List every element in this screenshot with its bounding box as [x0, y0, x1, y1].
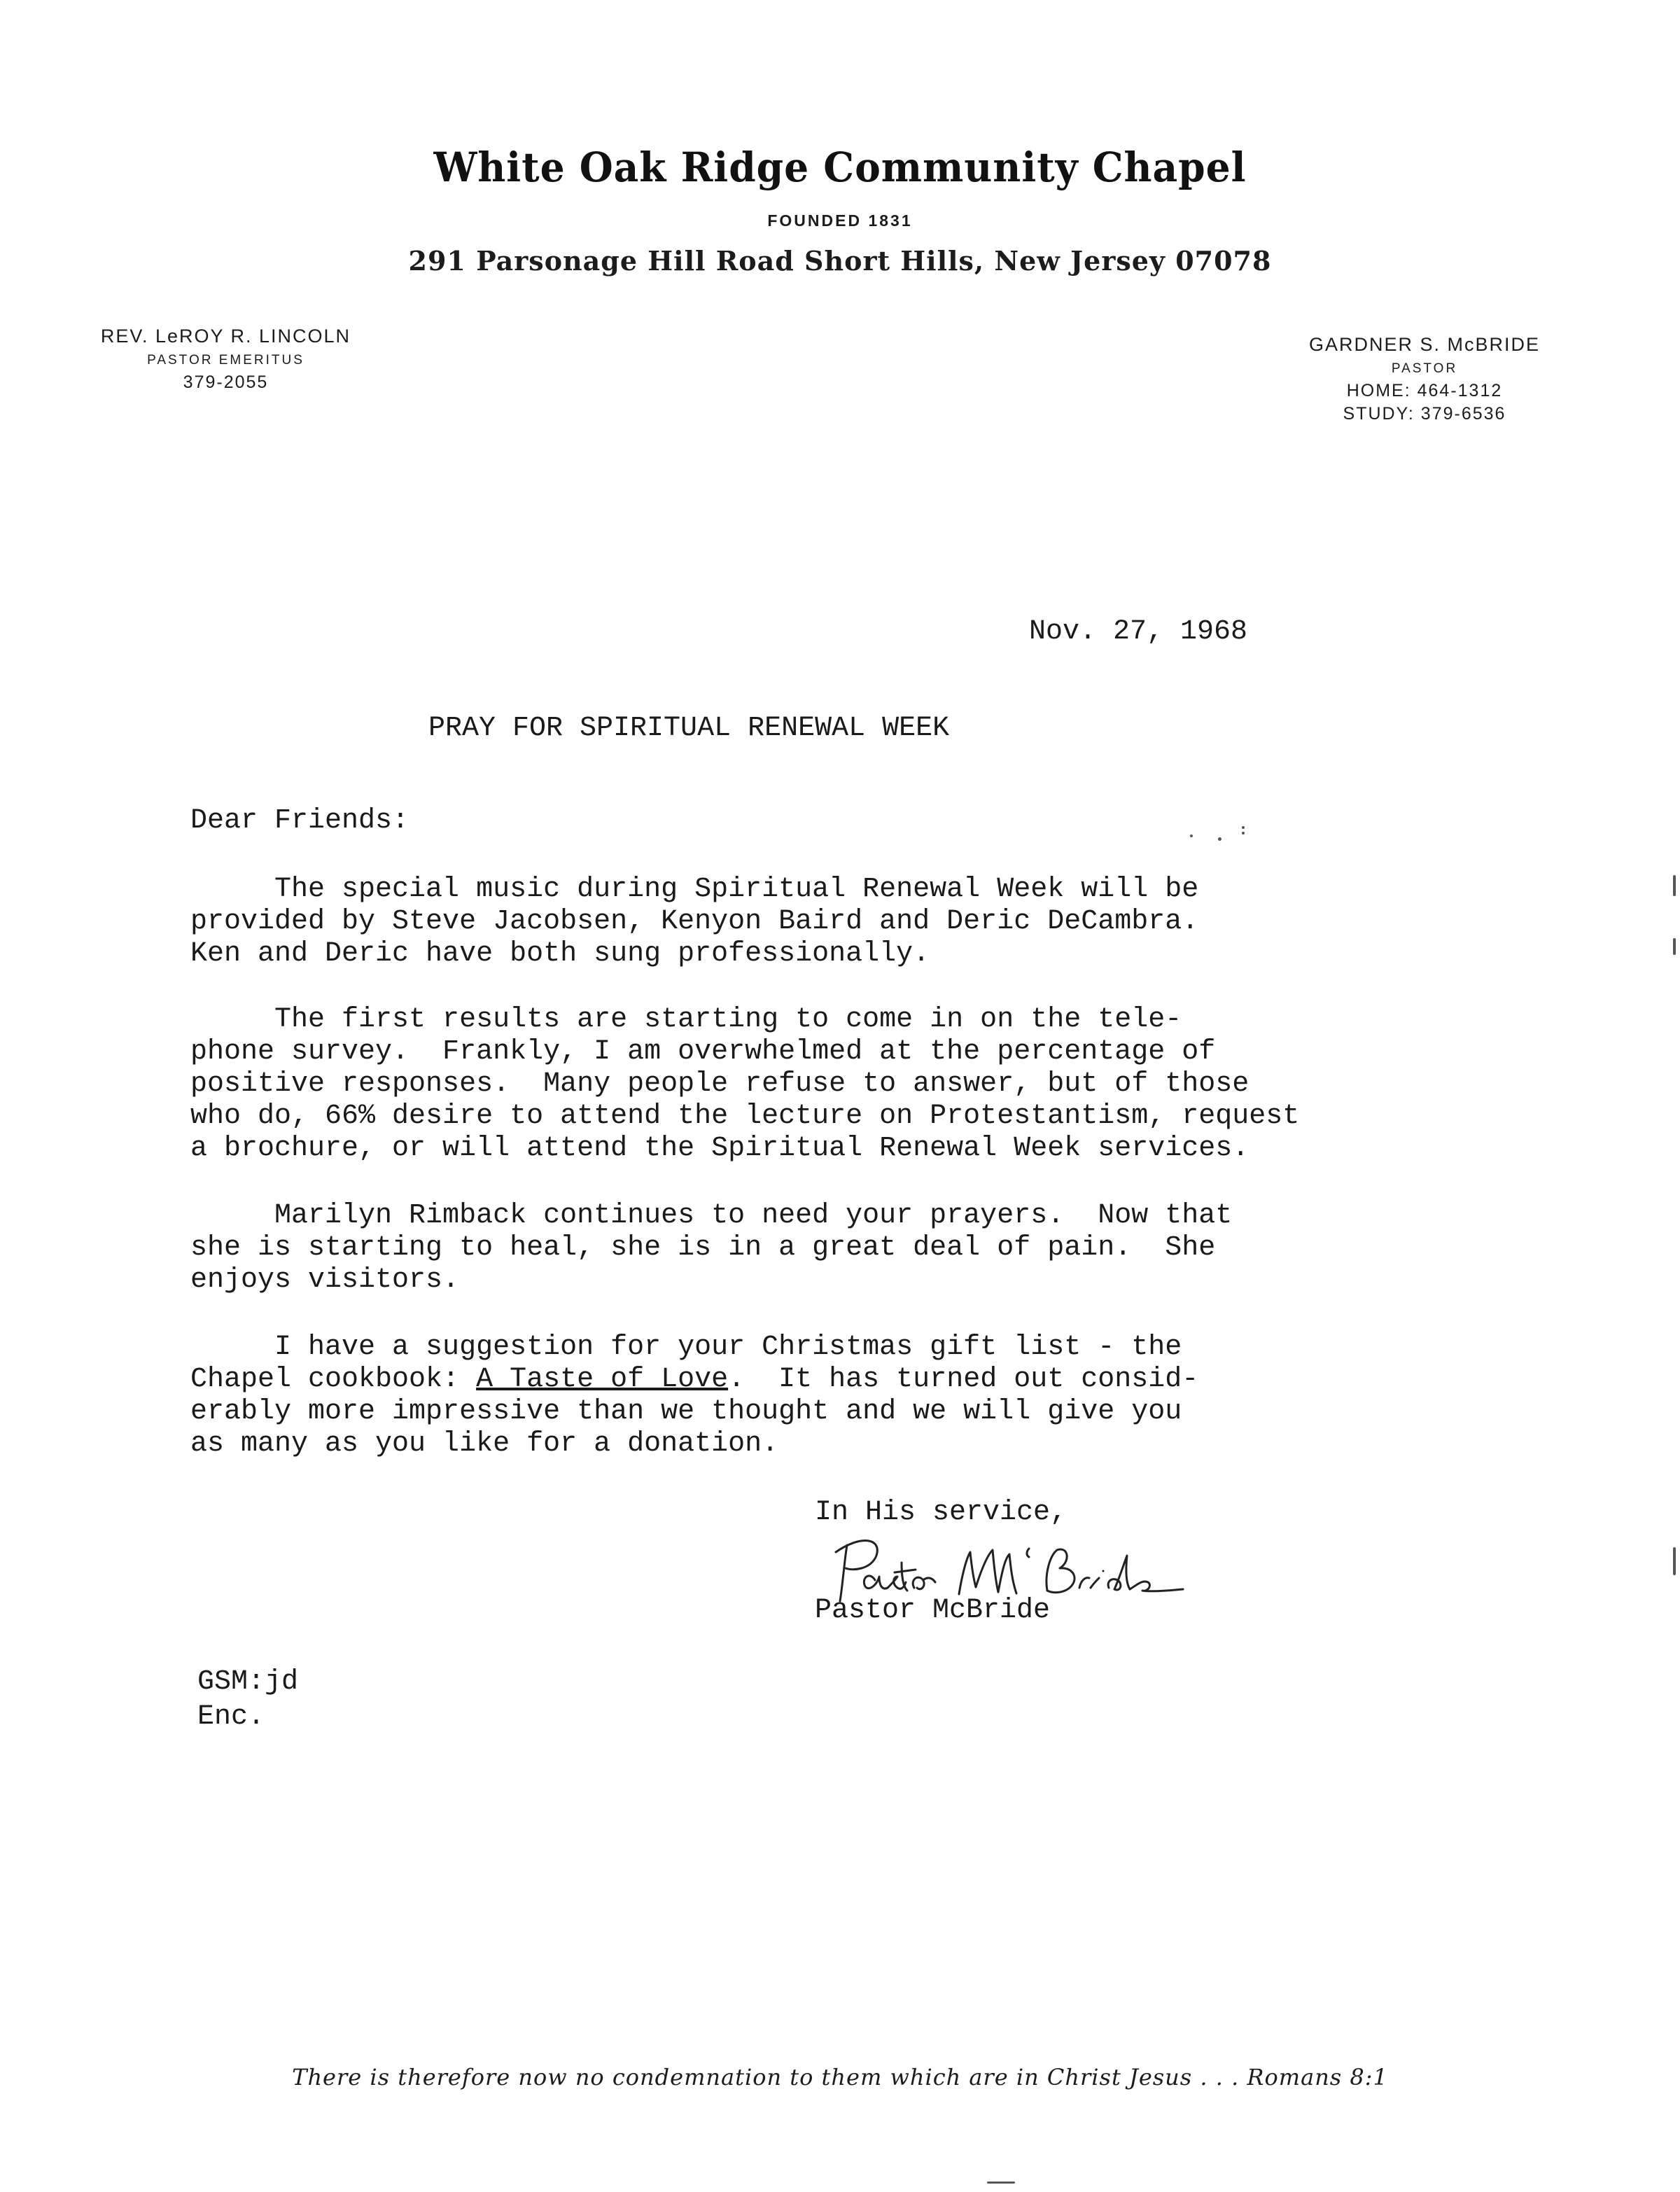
pastor-block — [1292, 334, 1558, 426]
pastor-name: GARDNER S. McBRIDE — [1308, 334, 1541, 355]
pastor-emeritus-role: PASTOR EMERITUS — [147, 353, 304, 368]
pastor-role: PASTOR — [1391, 361, 1458, 376]
church-name: White Oak Ridge Community Chapel — [433, 144, 1247, 191]
enclosure-note: Enc. — [197, 1701, 265, 1733]
pastor-emeritus-name: REV. LeROY R. LINCOLN — [100, 326, 351, 347]
letter-heading: PRAY FOR SPIRITUAL RENEWAL WEEK — [428, 713, 950, 744]
pastor-emeritus-phone: 379-2055 — [183, 372, 269, 392]
cookbook-intro: I have a suggestion for your Christmas gift list - the Chapel cookbook: — [190, 1332, 1182, 1395]
closing: In His service, — [815, 1497, 1068, 1528]
paragraph-music: The special music during Spiritual Renewal Week will be provided by Steve Jacobsen, Kenyon Baird and Deric DeCambra. Ken and Deric have both sung professionally. — [190, 874, 1199, 970]
church-address: 291 Parsonage Hill Road Short Hills, New Jersey 07078 — [408, 245, 1272, 277]
pastor-home-phone: HOME: 464-1312 — [1346, 381, 1503, 400]
paragraph-prayers: Marilyn Rimback continues to need your prayers. Now that she is starting to heal, she is in a great deal of pain. She enjoys visitors. — [190, 1200, 1233, 1296]
paragraph-survey: The first results are starting to come in on the tele- phone survey. Frankly, I am overwhelmed at the percentage of positive responses. Many people refuse to answer, but of those who do, 66% desire to attend the lecture on Protestantism, request a brochure, or will attend the Spiritual Renewal Week services. — [190, 1004, 1300, 1164]
pastor-emeritus-block — [70, 326, 382, 394]
signer-name: Pastor McBride — [815, 1595, 1051, 1626]
letter-date: Nov. 27, 1968 — [1029, 616, 1248, 648]
cookbook-title: A Taste of Love — [476, 1364, 729, 1395]
salutation: Dear Friends: — [190, 805, 410, 837]
pastor-study-phone: STUDY: 379-6536 — [1343, 404, 1506, 424]
founded-year: FOUNDED 1831 — [767, 211, 913, 230]
typist-initials: GSM:jd — [197, 1666, 299, 1698]
paragraph-cookbook — [190, 1332, 1198, 1460]
cookbook-rest: . It has turned out consid- erably more impressive than we thought and we will give you as many as you like for a donation. — [190, 1364, 1199, 1460]
footer-scripture: There is therefore now no condemnation to them which are in Christ Jesus . . . Romans 8:1 — [292, 2064, 1388, 2090]
